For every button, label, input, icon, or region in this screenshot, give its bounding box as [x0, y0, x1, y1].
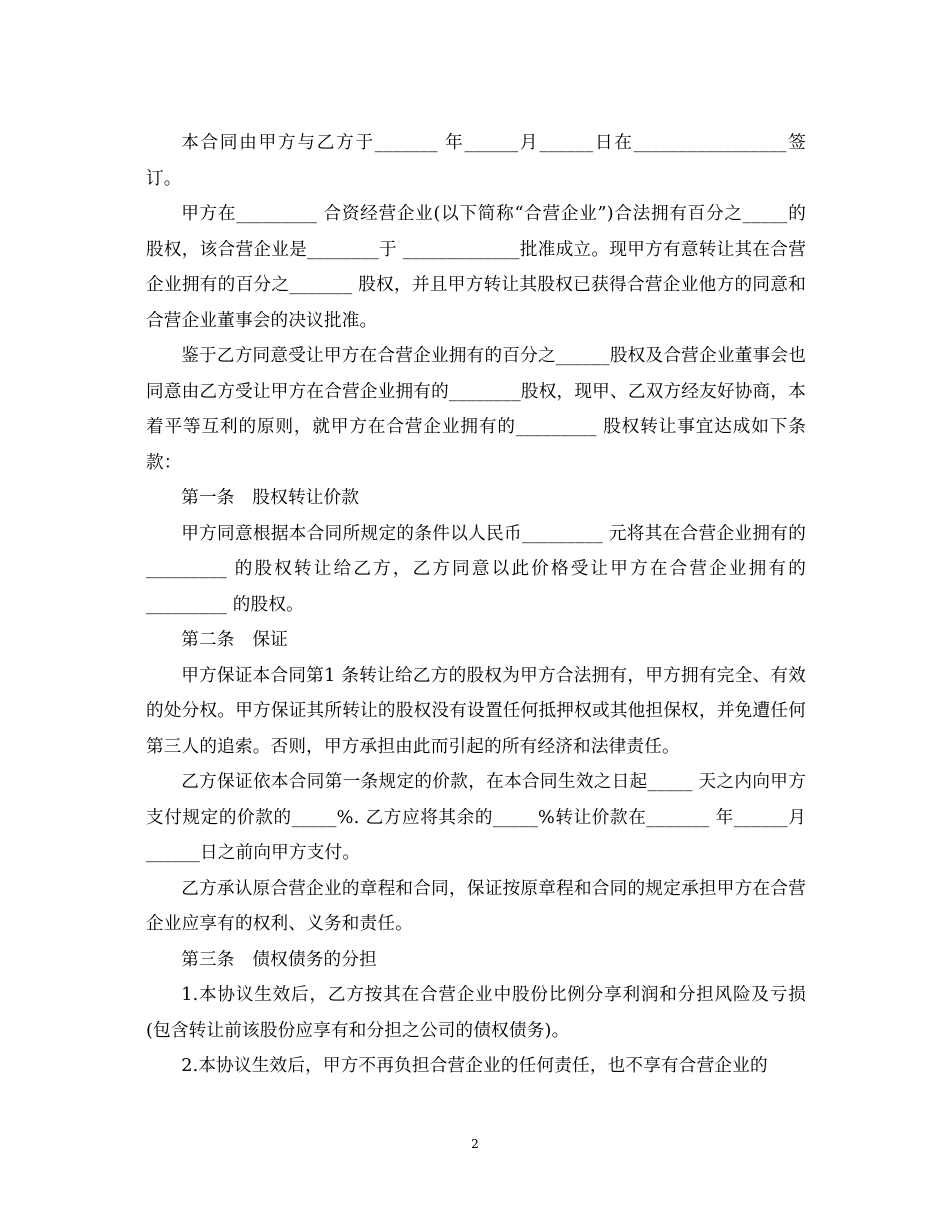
- article-1-heading: 第一条 股权转让价款: [181, 488, 360, 508]
- article-3-item-1: 1.本协议生效后，乙方按其在合营企业中股份比例分享利润和分担风险及亏损(包含转让前该股份应享有和分担之公司的债权债务)。: [146, 985, 806, 1041]
- page-number: 2: [471, 1137, 479, 1151]
- paragraph-signing-info: 本合同由甲方与乙方于_______ 年______月______日在_________________签订。: [146, 133, 806, 189]
- article-1-body: 甲方同意根据本合同所规定的条件以人民币_________ 元将其在合营企业拥有的_________ 的股权转让给乙方，乙方同意以此价格受让甲方在合营企业拥有的_________ 的股权。: [146, 523, 806, 615]
- paragraph-party-a-equity: 甲方在_________ 合资经营企业(以下简称“合营企业”)合法拥有百分之_____的股权，该合营企业是________于 _____________批准成立。现甲方有意转让其在合营企业拥有的百分之_______ 股权，并且甲方转让其股权已获得合营企业他方的同意和合营企业董事会的决议批准。: [146, 204, 806, 331]
- document-body: [146, 126, 806, 1085]
- article-3-heading: 第三条 债权债务的分担: [181, 949, 377, 970]
- article-2-party-b-payment: 乙方保证依本合同第一条规定的价款，在本合同生效之日起_____ 天之内向甲方支付规定的价款的_____%. 乙方应将其余的_____%转让价款在_______ 年______月______日之前向甲方支付。: [146, 772, 806, 863]
- article-2-heading: 第二条 保证: [181, 630, 288, 650]
- paragraph-recital: 鉴于乙方同意受让甲方在合营企业拥有的百分之______股权及合营企业董事会也同意由乙方受让甲方在合营企业拥有的________股权，现甲、乙双方经友好协商，本着平等互利的原则，就甲方在合营企业拥有的_________ 股权转让事宜达成如下条款：: [146, 346, 806, 473]
- article-2-party-a-guarantee: 甲方保证本合同第1 条转让给乙方的股权为甲方合法拥有，甲方拥有完全、有效的处分权。甲方保证其所转让的股权没有设置任何抵押权或其他担保权，并免遭任何第三人的追索。否则，甲方承担由此而引起的所有经济和法律责任。: [146, 665, 806, 757]
- article-2-party-b-acknowledgement: 乙方承认原合营企业的章程和合同，保证按原章程和合同的规定承担甲方在合营企业应享有的权利、义务和责任。: [146, 878, 806, 934]
- article-3-item-2: 2.本协议生效后，甲方不再负担合营企业的任何责任，也不享有合营企业的: [181, 1056, 768, 1076]
